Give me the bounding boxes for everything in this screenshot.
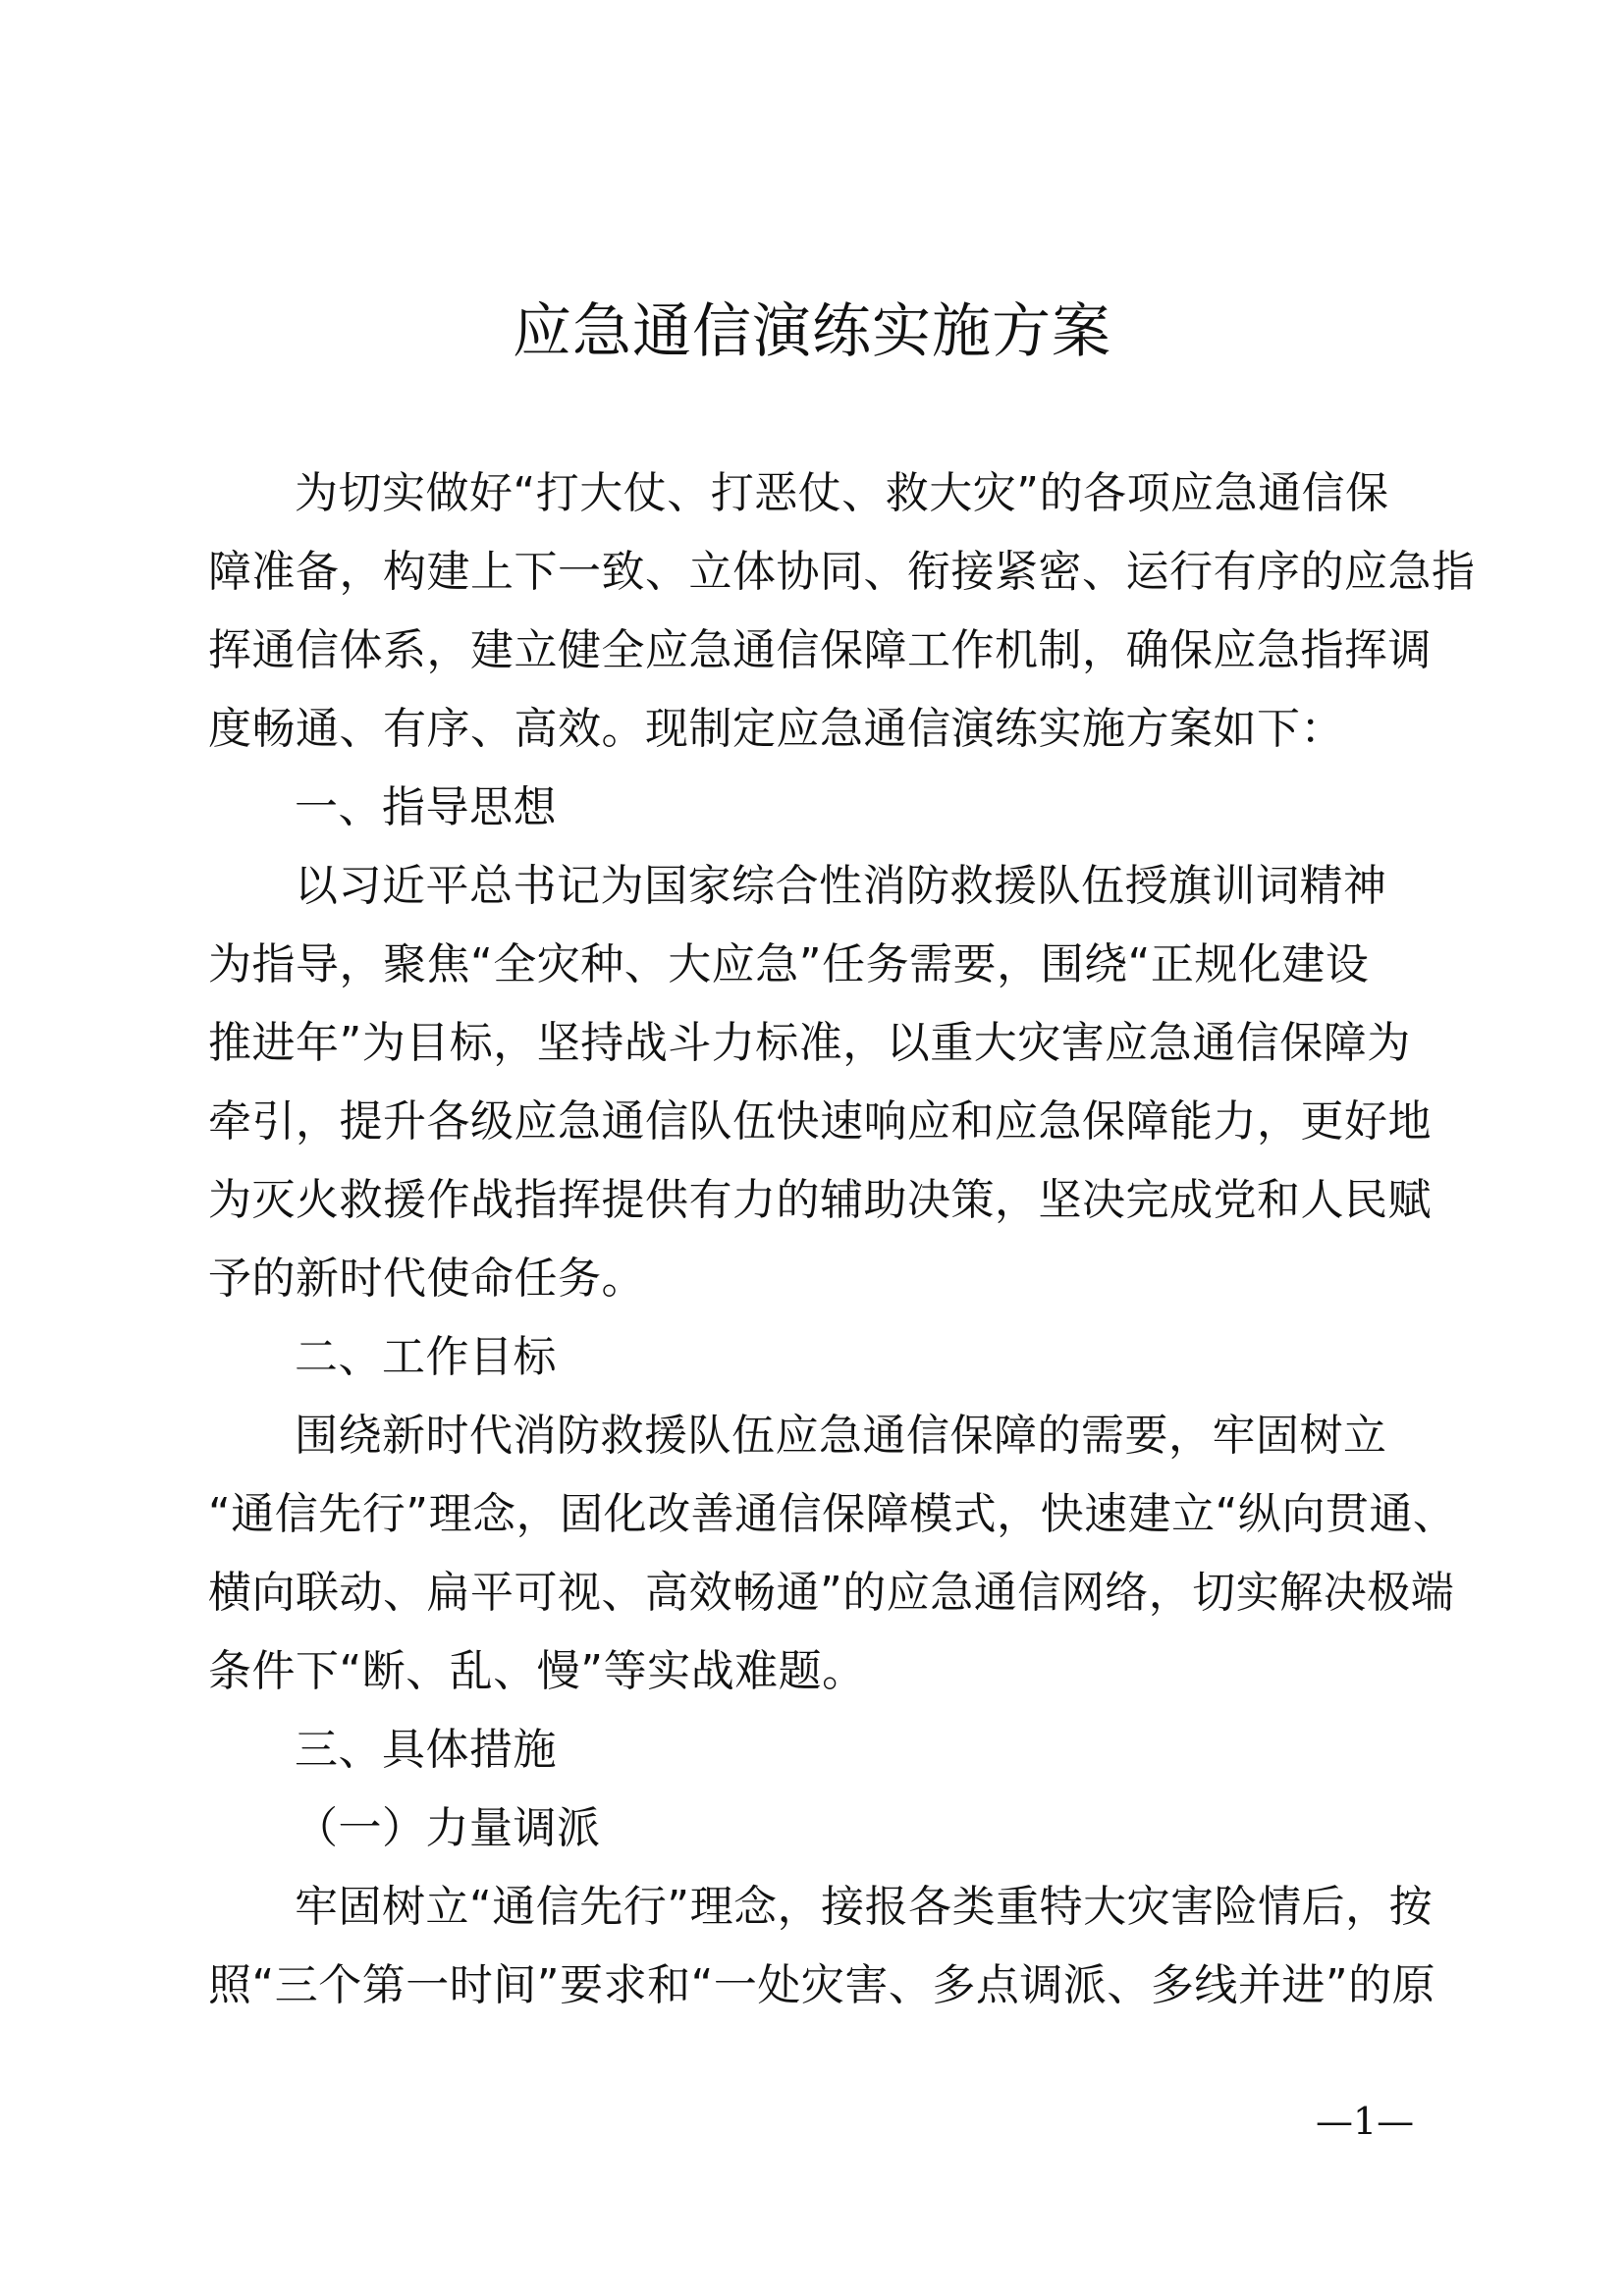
paragraph-line-3: 挥通信体系，建立健全应急通信保障工作机制，确保应急指挥调 <box>208 625 1432 675</box>
paragraph-line-14: 条件下“断、乱、慢”等实战难题。 <box>208 1646 866 1696</box>
paragraph-line-11: 围绕新时代消防救援队伍应急通信保障的需要，牢固树立 <box>295 1411 1387 1461</box>
paragraph-line-8: 牵引，提升各级应急通信队伍快速响应和应急保障能力，更好地 <box>208 1096 1432 1147</box>
paragraph-line-12: “通信先行”理念，固化改善通信保障模式，快速建立“纵向贯通、 <box>208 1489 1457 1539</box>
paragraph-line-16: 照“三个第一时间”要求和“一处灾害、多点调派、多线并进”的原 <box>208 1960 1436 2010</box>
paragraph-line-1: 为切实做好“打大仗、打恶仗、救大灾”的各项应急通信保 <box>295 468 1389 518</box>
subsection-heading-1: （一）力量调派 <box>295 1803 601 1853</box>
section-heading-1: 一、指导思想 <box>295 782 557 832</box>
section-heading-2: 二、工作目标 <box>295 1332 557 1382</box>
paragraph-line-4: 度畅通、有序、高效。现制定应急通信演练实施方案如下： <box>208 704 1344 754</box>
paragraph-line-2: 障准备，构建上下一致、立体协同、衔接紧密、运行有序的应急指 <box>208 547 1476 597</box>
paragraph-line-6: 为指导，聚焦“全灾种、大应急”任务需要，围绕“正规化建设 <box>208 939 1370 989</box>
paragraph-line-10: 予的新时代使命任务。 <box>208 1254 645 1304</box>
paragraph-line-7: 推进年”为目标，坚持战斗力标准，以重大灾害应急通信保障为 <box>208 1018 1411 1068</box>
paragraph-line-13: 横向联动、扁平可视、高效畅通”的应急通信网络，切实解决极端 <box>208 1568 1455 1618</box>
paragraph-line-15: 牢固树立“通信先行”理念，接报各类重特大灾害险情后，按 <box>295 1882 1434 1932</box>
paragraph-line-9: 为灭火救援作战指挥提供有力的辅助决策，坚决完成党和人民赋 <box>208 1175 1432 1225</box>
page-number: —1— <box>1316 2100 1415 2143</box>
section-heading-3: 三、具体措施 <box>295 1725 557 1775</box>
document-title: 应急通信演练实施方案 <box>513 297 1111 366</box>
paragraph-line-5: 以习近平总书记为国家综合性消防救援队伍授旗训词精神 <box>295 861 1387 911</box>
